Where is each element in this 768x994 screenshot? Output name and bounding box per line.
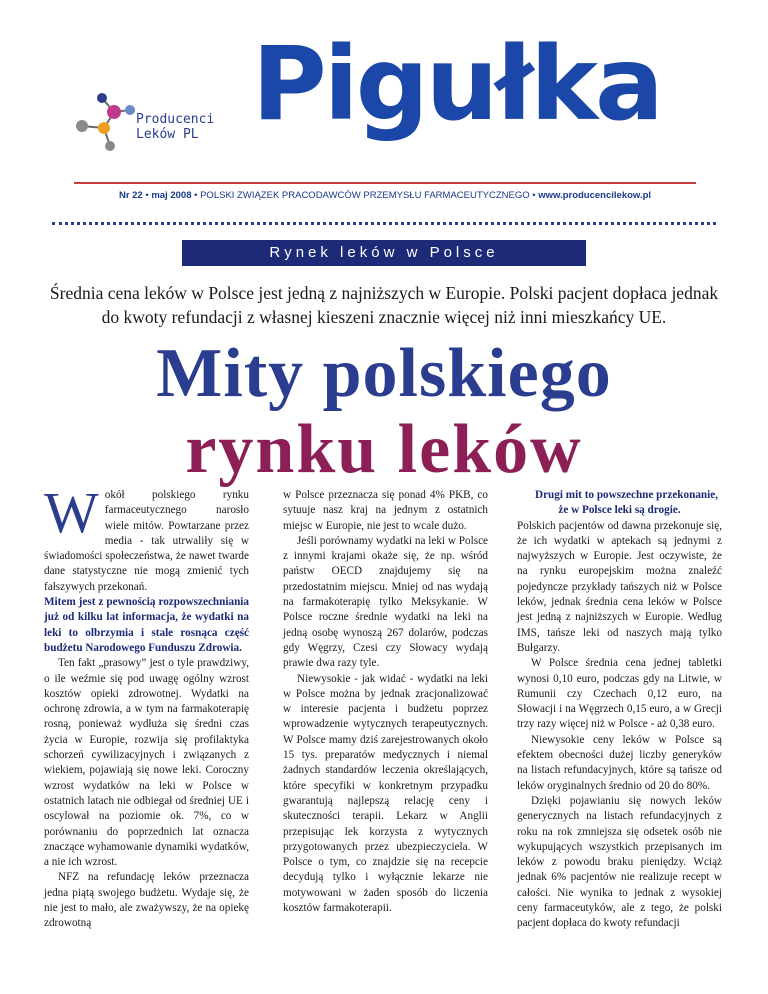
- issue-sep-3: •: [529, 190, 539, 201]
- drop-cap: W: [44, 480, 99, 545]
- masthead-title: Pigułka: [252, 25, 661, 144]
- col1-highlight: Mitem jest z pewnością rozpowszechniania już od kilku lat informacja, że wydatki na leki to olbrzymia i stale rosnąca część budżetu Narodowego Funduszu Zdrowia.: [44, 596, 249, 654]
- logo-line-2: Leków PL: [136, 127, 199, 142]
- col3-paragraph-4: Dzięki pojawianiu się nowych leków generycznych na listach refundacyjnych z roku na rok zmniejsza się odsetek osób nie wykupujących wszystkich przepisanych im leków z powodu braku pieniędzy. Wciąż jednak 6% pacjentów nie realizuje recept w całości. Nie wynika to jednak z wysokiej ceny farmaceutyków, ale z tego, że polski pacjent dopłaca do kwoty refundacji: [517, 794, 722, 930]
- issue-number: Nr 22: [118, 190, 143, 201]
- col1-paragraph-3: NFZ na refundację leków przeznacza jedna piątą swojego budżetu. Wydaje się, że nie jest to mało, ale zważywszy, że na opiekę zdrowotną: [44, 871, 249, 930]
- article-column-2: [283, 488, 488, 916]
- article-title-line-1: Mity polskiego: [156, 335, 612, 412]
- col1-paragraph-1: [44, 480, 249, 595]
- section-heading: Rynek leków w Polsce: [182, 240, 586, 266]
- col3-highlight: Drugi mit to powszechne przekonanie, że w Polsce leki są drogie.: [534, 489, 719, 517]
- publisher-name: POLSKI ZWIĄZEK PRACODAWCÓW PRZEMYSŁU FARMACEUTYCZNEGO: [200, 190, 530, 201]
- dotted-divider: [52, 222, 716, 225]
- article-column-1: [44, 480, 249, 932]
- article-title-line-2: rynku leków: [185, 411, 583, 488]
- col1-paragraph-2: Ten fakt „prasowy” jest o tyle prawdziwy, o ile weźmie się pod uwagę ogólny wzrost kosztów opieki zdrowotnej. Wydatki na ochronę zdrowia, a w tym na farmakoterapię rosną, ponieważ wydłuża się średni czas życia w Europie, rozwija się profilaktyka schorzeń cywilizacyjnych i związanych z wiekiem, pojawiają się nowe leki. Coroczny wzrost wydatków na leki w Polsce w ostatnich latach nie odbiegał od średniej UE i oscylował na poziomie ok. 7%, co w porównaniu do poprzednich lat oznacza znaczące wyhamowanie dynamiki wydatków, a nie ich wzrost.: [44, 657, 249, 869]
- col2-paragraph-1: w Polsce przeznacza się ponad 4% PKB, co sytuuje nasz kraj na jednym z ostatnich miejsc w Europie, nie jest to wcale dużo.: [283, 489, 488, 532]
- producer-logo-text: [136, 112, 214, 142]
- article-lead: Średnia cena leków w Polsce jest jedną z najniższych w Europie. Polski pacjent dopłaca jednak do kwoty refundacji z własnej kieszeni znacznie więcej niż inni mieszkańcy UE.: [49, 283, 719, 327]
- issue-sep-2: •: [191, 190, 201, 201]
- molecule-logo-icon: [70, 88, 140, 158]
- col3-paragraph-2: W Polsce średnia cena jednej tabletki wynosi 0,10 euro, podczas gdy na Litwie, w Rumunii czy Czechach 0,12 euro, na Słowacji i na Węgrzech 0,15 euro, a w Grecji trzy razy więcej niż w Polsce - aż 0,38 euro.: [517, 657, 722, 731]
- issue-info-line: [74, 190, 696, 201]
- col3-paragraph-1: Polskich pacjentów od dawna przekonuje się, że ich wydatki w aptekach są jednymi z najwyższych w Europie. Jest oczywiste, że na rynku europejskim można znaleźć pojedyncze przykłady tańszych niż w Polsce leków, jednak średnia cena leków w Polsce jest jedną z najniższych w Europie. Według IMS, tańsze leki od naszych mają tylko Bułgarzy.: [517, 519, 722, 654]
- issue-date: maj 2008: [151, 190, 192, 201]
- col2-paragraph-3: Niewysokie - jak widać - wydatki na leki w Polsce można by jednak zracjonalizować w interesie pacjenta i budżetu poprzez wprowadzenie wytycznych terapeutycznych. W Polsce mamy dziś zarejestrowanych około 15 tys. preparatów medycznych i niemal żadnych standardów leczenia określających, które specyfiki w konkretnym przypadku gwarantują najlepszą relację ceny i skuteczności terapii. Lekarz w Anglii przepisując lek korzysta z wytycznych przygotowanych przez ubezpieczyciela. W Polsce o tym, co znajdzie się na recepcie decydują tylko i wyłącznie lekarze nie motywowani w żaden sposób do liczenia kosztów farmakoterapii.: [283, 672, 488, 915]
- masthead-rule: [74, 182, 696, 184]
- logo-line-1: Producenci: [136, 112, 215, 127]
- issue-sep-1: •: [142, 190, 152, 201]
- col2-paragraph-2: Jeśli porównamy wydatki na leki w Polsce z innymi krajami okaże się, że np. wśród państw OECD znajdujemy się na przedostatnim miejscu. Mniej od nas wydają na farmakoterapię tylko Meksykanie. W Polsce roczne średnie wydatki na leki na jedną osobę wynoszą 267 dolarów, podczas gdy Węgrzy, Czesi czy Słowacy wydają prawie dwa razy tyle.: [283, 534, 488, 670]
- website-link[interactable]: www.producencilekow.pl: [538, 190, 652, 201]
- article-column-3: [517, 488, 722, 932]
- col3-paragraph-3: Niewysokie ceny leków w Polsce są efektem obecności dużej liczby generyków na listach refundacyjnych, które są tańsze od leków oryginalnych średnio od 20 do 80%.: [517, 733, 722, 792]
- col1-p1-text: okół polskiego rynku farmaceutycznego narosło wiele mitów. Powtarzane przez media - tak utrwaliły się w świadomości społeczeństwa, że nawet twarde dane statystyczne nie mogą zmienić tych fałszywych przekonań.: [44, 489, 249, 593]
